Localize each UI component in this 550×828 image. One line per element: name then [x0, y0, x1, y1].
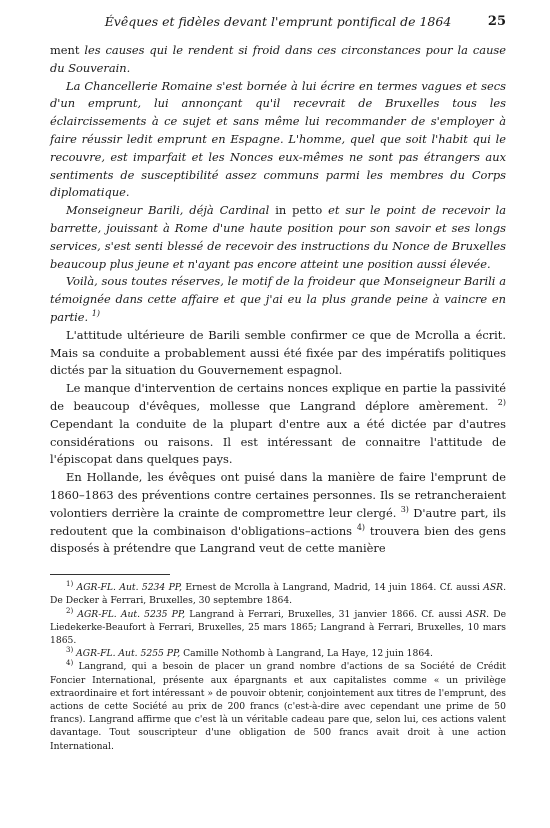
footnote-mark: 4) — [66, 659, 74, 668]
footnote-4 — [50, 660, 506, 752]
footnote-2 — [50, 608, 506, 648]
footnote-text: Ernest de Mcrolla à Langrand, Madrid, 14 juin 1864. Cf. aussi — [182, 582, 484, 594]
footnote-text: Langrand à Ferrari, Bruxelles, 31 janvier 1866. Cf. aussi — [185, 608, 467, 620]
footnote-text: Langrand, qui a besoin de placer un grand nombre d'actions de sa Société de Crédit Foncier International, présente aux épargnants et aux capitalistes comme « un privilège extraordinaire et fort intéressant » de pouvoir obtenir, conjointement aux titres de l'emprunt, des actions de cette Société au prix de 200 francs (c'est-à-dire avec cependant une prime de 50 francs). Langrand affirme que c'est là un véritable cadeau pare que, selon lui, ces actions valent davantage. Tout souscripteur d'une obligation de 500 francs avait droit à une action International. — [50, 661, 506, 752]
paragraph-7-a: En Hollande, les évêques ont puisé dans la manière de faire l'emprunt de 1860–1863 des préventions contre certaines personnes. Ils se retrancheraient volontiers derrière la crainte de compromettre leur clergé. — [50, 470, 506, 520]
paragraph-6 — [50, 380, 506, 469]
paragraph-1-lead: ment — [50, 43, 85, 57]
footnote-ref-1[interactable]: 1) — [91, 309, 100, 319]
paragraph-5: L'attitude ultérieure de Barili semble confirmer ce que de Mcrolla a écrit. Mais sa conduite a probablement aussi été fixée par des impératifs politiques dictés par la situation du Gouvernement espagnol. — [50, 327, 506, 378]
footnote-text2: De Decker à Ferrari, Bruxelles, 30 septembre 1864. — [50, 595, 293, 607]
footnote-ref-4[interactable]: 4) — [356, 522, 366, 532]
paragraph-6-b: Cependant la conduite de la plupart d'entre aux a été dictée par d'autres considérations ou raisons. Il est intéressant de connaitre l'attitude de l'épiscopat dans quelques pays. — [50, 416, 506, 467]
running-title: Évêques et fidèles devant l'emprunt pontifical de 1864 — [104, 14, 452, 29]
footnote-1 — [50, 581, 506, 607]
footnote-text: Camille Nothomb à Langrand, La Haye, 12 juin 1864. — [180, 648, 433, 660]
paragraph-7 — [50, 469, 506, 558]
footnote-3 — [50, 647, 506, 660]
footnote-divider — [50, 574, 170, 575]
running-header — [50, 14, 506, 36]
paragraph-7-c: trouvera bien des gens disposés à prétendre que Langrand veut de cette manière — [50, 523, 507, 556]
footnote-ref: AGR-FL. Aut. 5255 PP, — [76, 648, 181, 660]
footnote-ref-3[interactable]: 3) — [400, 504, 409, 514]
paragraph-3-c: et sur le point de recevoir la barrette, jouissant à Rome d'une haute position pour son savoir et ses longs services, s'est senti blessé de recevoir des instructions du Nonce de Bruxelles beaucoup plus jeune et n'ayant pas encore atteint une position aussi élevée. — [50, 203, 506, 271]
paragraph-4-text: Voilà, sous toutes réserves, le motif de la froideur que Monseigneur Barili a témoignée dans cette affaire et que j'ai eu la plus grande peine à vaincre en partie. — [50, 274, 506, 324]
footnote-ref2: ASR. — [466, 608, 490, 620]
paragraph-3-a: Monseigneur Barili, déjà Cardinal — [66, 203, 276, 218]
footnote-mark: 2) — [66, 606, 74, 615]
body-text — [50, 42, 506, 558]
paragraph-3 — [50, 202, 506, 273]
footnote-text2: De Liedekerke-Beaufort à Ferrari, Bruxelles, 25 mars 1865; Langrand à Ferrari, Bruxelles, 10 mars 1865. — [50, 608, 507, 646]
footnotes — [50, 581, 506, 753]
footnote-mark: 3) — [66, 646, 74, 655]
paragraph-3-inpetto: in petto — [275, 203, 323, 218]
footnote-ref-2[interactable]: 2) — [497, 398, 506, 408]
footnote-ref: AGR-FL. Aut. 5234 PP, — [76, 582, 183, 594]
page-number: 25 — [487, 14, 506, 29]
paragraph-7-b: D'autre part, ils redoutent que la combinaison d'obligations–actions — [50, 505, 506, 538]
paragraph-2: La Chancellerie Romaine s'est bornée à lui écrire en termes vagues et secs d'un emprunt, lui annonçant qu'il recevrait de Bruxelles tous les éclaircissements à ce sujet et sans même lui recommander de s'employer à faire réussir ledit emprunt en Espagne. L'homme, quel que soit l'habit qui le recouvre, est imparfait et les Nonces eux-mêmes ne sont pas étrangers aux sentiments de susceptibilité assez communs parmi les membres du Corps diplomatique. — [50, 78, 506, 200]
paragraph-6-a: Le manque d'intervention de certains nonces explique en partie la passivité de beaucoup d'évêques, mollesse que Langrand déplore amèrement. — [50, 381, 506, 413]
footnote-mark: 1) — [66, 580, 74, 589]
paragraph-1 — [50, 42, 506, 78]
footnote-ref: AGR-FL. Aut. 5235 PP, — [77, 608, 186, 620]
footnote-ref2: ASR. — [483, 582, 506, 594]
paragraph-4 — [50, 273, 506, 326]
paragraph-1-italic: les causes qui le rendent si froid dans ces circonstances pour la cause du Souverain. — [50, 43, 506, 75]
